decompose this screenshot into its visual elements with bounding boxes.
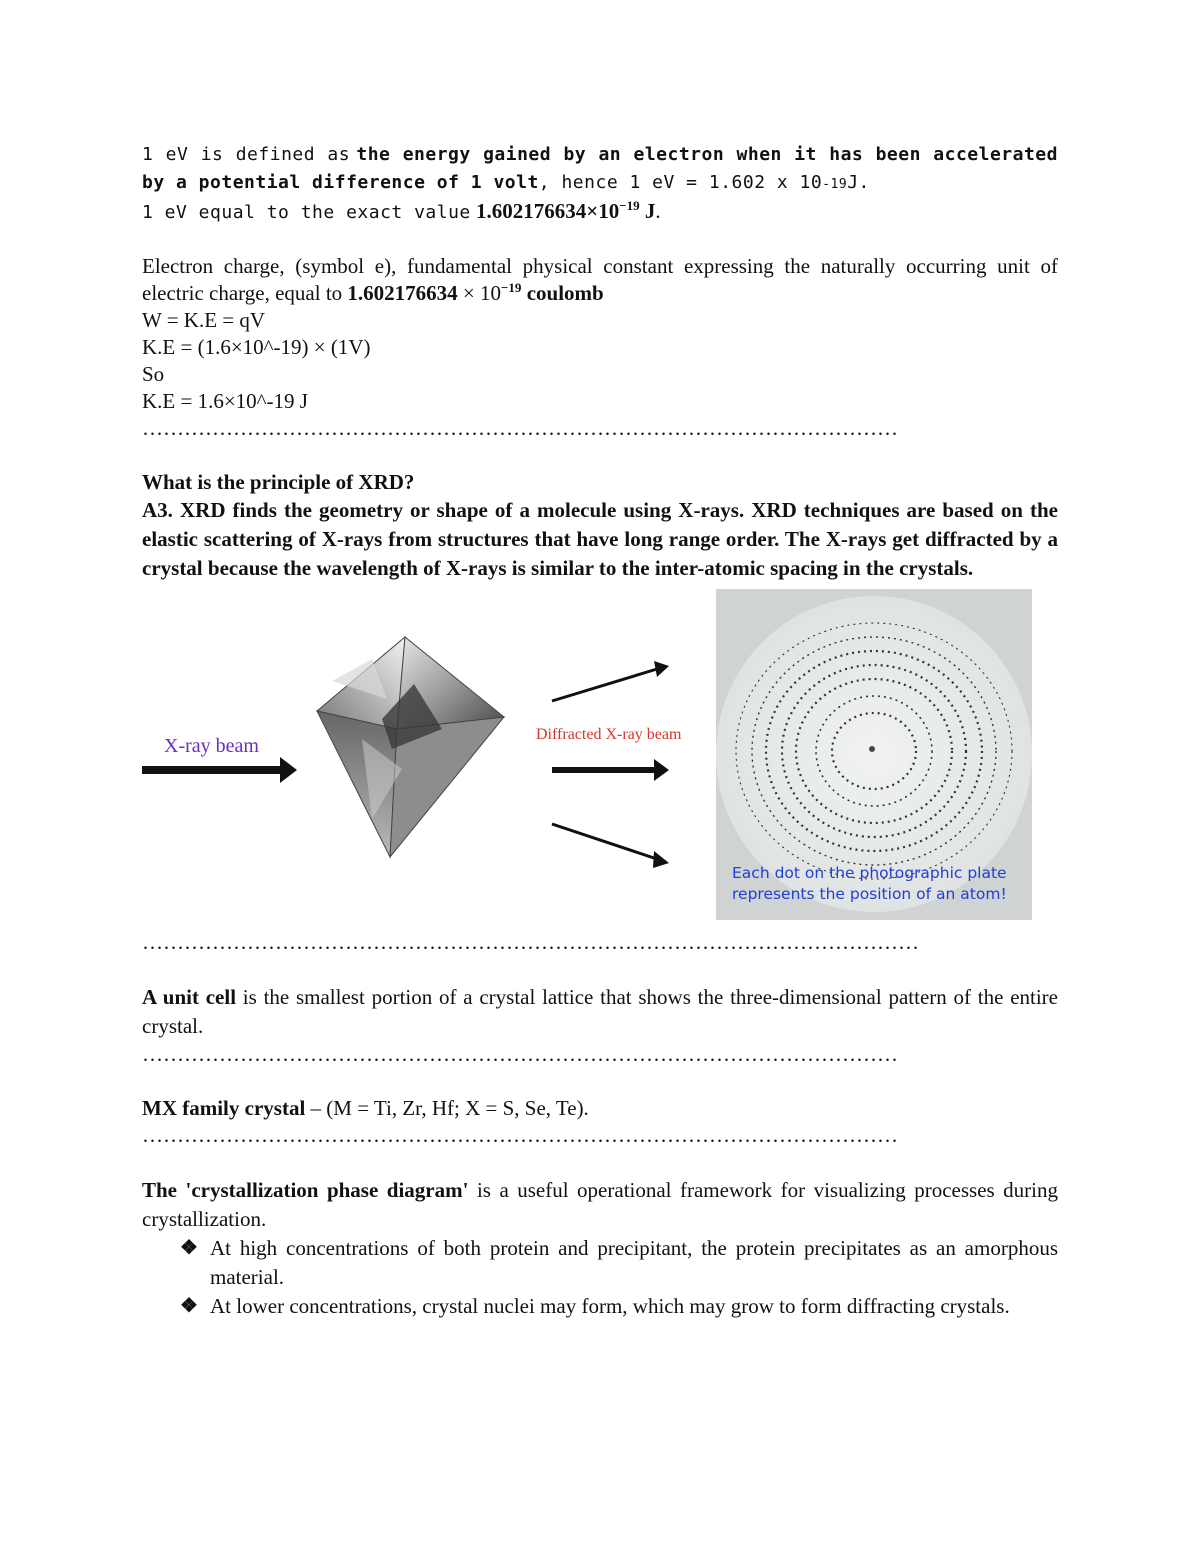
phase-diagram-term: The 'crystallization phase diagram' (142, 1178, 469, 1202)
list-item (180, 1292, 1058, 1321)
diamond-bullet-icon: ❖ (180, 1295, 198, 1317)
ev-exact-exponent: −19 (619, 198, 640, 213)
dotted-separator: ………………………………………………………………………………………………… (142, 930, 919, 954)
ev-exact-number: 1.602176634×10 (476, 199, 620, 223)
dotted-separator: ……………………………………………………………………………………………… (142, 416, 898, 440)
ev-exact-period: . (655, 199, 661, 223)
mx-family-paragraph (142, 1095, 1058, 1122)
phase-diagram-paragraph (142, 1176, 1058, 1234)
document-page (142, 140, 1058, 1321)
xray-beam-label: X-ray beam (164, 735, 259, 757)
diamond-bullet-icon: ❖ (180, 1237, 198, 1259)
ev-def-value: , hence 1 eV = 1.602 x 10 (538, 172, 823, 193)
equation-line: K.E = (1.6×10^-19) × (1V) (142, 335, 371, 359)
dotted-separator: ……………………………………………………………………………………………… (142, 1123, 898, 1147)
equation-line: K.E = 1.6×10^-19 J (142, 389, 308, 413)
xrd-answer-text: XRD finds the geometry or shape of a molecule using X-rays. XRD techniques are based on the elastic scattering of X-rays from structures that have long range order. The X-rays get diffracted by a crystal because the wavelength of X-rays is similar to the inter-atomic spacing in the crystals. (142, 498, 1058, 580)
crystal-octahedron-icon (317, 637, 504, 857)
dotted-separator: ……………………………………………………………………………………………… (142, 1042, 898, 1066)
charge-text: Electron charge, (symbol e), fundamental physical constant expressing the naturally occurring unit of electric charge, equal to (142, 254, 1058, 305)
phase-bullet-list (142, 1234, 1058, 1321)
unit-cell-paragraph (142, 983, 1058, 1041)
ev-def-unit: J. (847, 172, 870, 193)
xrd-diagram (142, 589, 1058, 925)
mx-family-term: MX family crystal (142, 1096, 306, 1120)
ev-def-bold: the energy gained by an electron when it has been accelerated by a potential difference of 1 volt (142, 144, 1058, 193)
unit-cell-text: is the smallest portion of a crystal lattice that shows the three-dimensional pattern of the entire crystal. (142, 985, 1058, 1038)
xrd-question (142, 469, 1058, 496)
diffracted-beam-label: Diffracted X-ray beam (536, 726, 682, 743)
mx-family-text: – (M = Ti, Zr, Hf; X = S, Se, Te). (310, 1096, 589, 1120)
charge-number: 1.602176634 (347, 281, 458, 305)
charge-exponent: −19 (501, 280, 522, 295)
unit-cell-term: A unit cell (142, 985, 237, 1009)
incident-beam-arrow-icon (142, 757, 297, 783)
bullet-text: At lower concentrations, crystal nuclei may form, which may grow to form diffracting crystals. (210, 1294, 1010, 1318)
plate-caption-line-1: Each dot on the photographic plate (732, 864, 1007, 882)
charge-times: × 10 (462, 281, 502, 305)
ev-exact-intro: 1 eV equal to the exact value (142, 202, 471, 223)
electron-charge-paragraph (142, 253, 1058, 307)
equation-line: W = K.E = qV (142, 308, 266, 332)
plate-caption-line-2: represents the position of an atom! (732, 885, 1007, 903)
ev-def-exponent: -19 (822, 177, 848, 192)
phase-diagram-text: is a useful operational framework for visualizing processes during crystallization. (142, 1178, 1059, 1231)
xrd-answer (142, 496, 1058, 583)
diffraction-plate (716, 589, 1032, 920)
list-item (180, 1234, 1058, 1292)
ev-definition (142, 140, 1058, 198)
ev-exact-unit: J (644, 199, 656, 223)
charge-unit: coulomb (526, 281, 604, 305)
diffracted-beam-arrows-icon (552, 661, 669, 868)
ev-exact-value (142, 198, 1058, 226)
ev-def-intro: 1 eV is defined as (142, 144, 351, 165)
bullet-text: At high concentrations of both protein and precipitant, the protein precipitates as an amorphous material. (210, 1236, 1058, 1289)
xrd-answer-label: A3. (142, 498, 173, 522)
equation-line: So (142, 362, 165, 386)
xrd-figure (142, 589, 1058, 925)
xrd-question-text: What is the principle of XRD? (142, 470, 415, 494)
